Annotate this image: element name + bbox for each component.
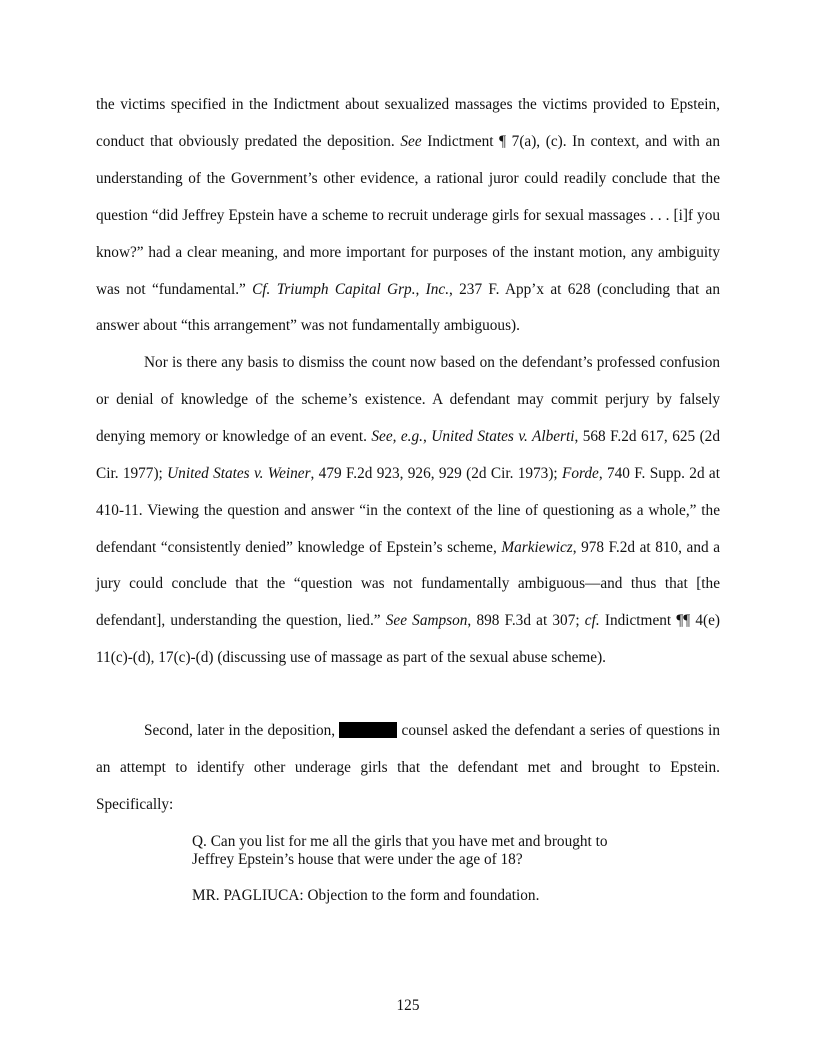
page-number: 125 bbox=[396, 997, 420, 1014]
paragraph-text: , 978 F.2d at 810, and a jury could conclude that the “question was not fundamentally ambiguous—and thus that [the defendant], understanding the question, lied.” bbox=[96, 538, 720, 630]
case-citation: United States v. Alberti bbox=[431, 427, 575, 445]
paragraph-text: Nor is there any basis to dismiss the count now based on the defendant’s professed confusion or denial of knowledge of the scheme’s existence. A defendant may commit perjury by falsely denying memory or knowledge of an event. bbox=[96, 354, 720, 445]
body-paragraph-2 bbox=[96, 345, 720, 677]
case-citation: See Sampson bbox=[385, 612, 468, 630]
paragraph-text: the victims specified in the Indictment about sexualized massages the victims provided to Epstein, conduct that obviously predated the deposition. bbox=[96, 96, 720, 150]
quote-line: Q. Can you list for me all the girls that you have met and brought to bbox=[192, 833, 608, 850]
citation-signal: See, e.g. bbox=[371, 427, 423, 445]
block-quote-objection: MR. PAGLIUCA: Objection to the form and foundation. bbox=[192, 887, 540, 904]
paragraph-text: , 479 F.2d 923, 926, 929 (2d Cir. 1973); bbox=[310, 464, 562, 482]
case-citation: United States v. Weiner bbox=[167, 464, 311, 482]
citation-signal: See bbox=[400, 132, 422, 150]
case-citation: Cf. Triumph Capital Grp., Inc. bbox=[252, 280, 450, 298]
paragraph-text: , 740 F. Supp. 2d at 410-11. Viewing the question and answer “in the context of the line of questioning as a whole,” the defendant “consistently denied” knowledge of Epstein’s scheme, bbox=[96, 464, 720, 556]
block-quote-question bbox=[192, 833, 672, 869]
case-citation: Markiewicz bbox=[501, 538, 573, 556]
paragraph-text: counsel asked the defendant a series of questions in an attempt to identify other underage girls that the defendant met and brought to Epstein. Specifically: bbox=[96, 722, 720, 813]
redaction-block bbox=[339, 722, 397, 738]
citation-signal: cf. bbox=[584, 612, 600, 630]
case-citation: Forde bbox=[562, 464, 599, 482]
body-paragraph-1 bbox=[96, 87, 720, 345]
paragraph-text: Indictment ¶¶ 4(e) 11(c)-(d), 17(c)-(d) (discussing use of massage as part of the sexual abuse scheme). bbox=[96, 612, 721, 667]
body-paragraph-3 bbox=[96, 713, 720, 824]
paragraph-text: , 898 F.3d at 307; bbox=[467, 612, 585, 630]
paragraph-text: , 568 F.2d 617, 625 (2d Cir. 1977); bbox=[96, 427, 720, 482]
paragraph-text: Second, later in the deposition, bbox=[144, 722, 340, 739]
paragraph-text: , bbox=[422, 427, 432, 445]
paragraph-text: Indictment ¶ 7(a), (c). In context, and with an understanding of the Government’s other evidence, a rational juror could readily conclude that the question “did Jeffrey Epstein have a scheme to recruit underage girls for sexual massages . . . [i]f you know?” had a clear meaning, and more important for purposes of the instant motion, any ambiguity was not “fundamental.” bbox=[96, 132, 720, 298]
paragraph-text: , 237 F. App’x at 628 (concluding that an answer about “this arrangement” was not fundamentally ambiguous). bbox=[96, 280, 720, 335]
quote-line: Jeffrey Epstein’s house that were under the age of 18? bbox=[192, 851, 523, 868]
